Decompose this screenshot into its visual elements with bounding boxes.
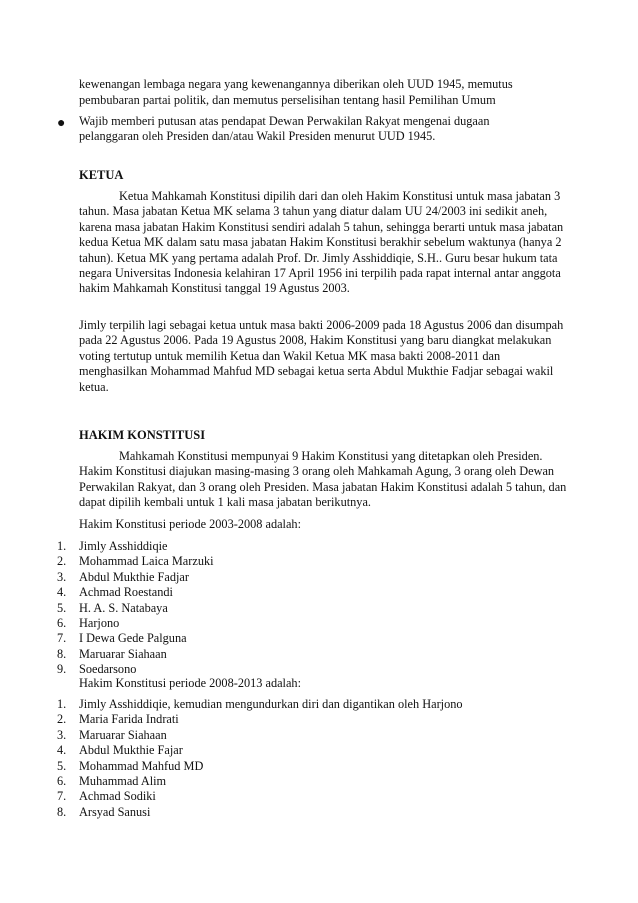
list-number: 4. — [57, 743, 67, 758]
list-item — [0, 647, 638, 662]
judge-name: Mohammad Laica Marzuki — [79, 554, 214, 569]
judge-name: Achmad Sodiki — [79, 789, 156, 804]
judge-name: Jimly Asshiddiqie — [79, 539, 168, 553]
judge-name: Arsyad Sanusi — [79, 804, 151, 819]
list-number: 3. — [57, 569, 67, 584]
bullet-dot-icon: ● — [57, 116, 66, 131]
list-item — [0, 743, 638, 758]
ketua-paragraph-1: Ketua Mahkamah Konstitusi dipilih dari dan oleh Hakim Konstitusi untuk masa jabatan 3 tahun. Masa jabatan Ketua MK selama 3 tahun yang diatur dalam UU 24/2003 ini sedikit aneh, karena masa jabatan Hakim Konstitusi sendiri adalah 5 tahun, sehingga berarti untuk masa jabatan kedua Ketua MK dalam satu masa jabatan Hakim Konstitusi berakhir sebelum waktunya (hanya 2 tahun). Ketua MK yang pertama adalah Prof. Dr. Jimly Asshiddiqie, S.H.. Guru besar hukum tata negara Universitas Indonesia kelahiran 17 April 1956 ini terpilih pada rapat internal antar anggota hakim Mahkamah Konstitusi tanggal 19 Agustus 2003. — [79, 189, 564, 296]
list-number: 2. — [57, 554, 67, 569]
ketua-paragraph-2: Jimly terpilih lagi sebagai ketua untuk masa bakti 2006-2009 pada 18 Agustus 2006 dan disumpah pada 22 Agustus 2006. Pada 19 Agustus 2008, Hakim Konstitusi yang baru diangkat melakukan voting tertutup untuk memilih Ketua dan Wakil Ketua MK masa bakti 2008-2011 dan menghasilkan Mohammad Mahfud MD sebagai ketua serta Abdul Mukthie Fadjar sebagai wakil ketua. — [79, 318, 564, 394]
list-number: 5. — [57, 758, 67, 773]
period-2008-2013-label: Hakim Konstitusi periode 2008-2013 adalah: — [79, 676, 301, 690]
judges-list-2008-2013 — [0, 697, 638, 820]
judge-name: I Dewa Gede Palguna — [79, 631, 187, 646]
list-item — [0, 616, 638, 631]
list-item — [0, 554, 638, 569]
list-item — [0, 585, 638, 600]
list-number: 8. — [57, 646, 67, 661]
list-number: 3. — [57, 727, 67, 742]
list-number: 4. — [57, 585, 67, 600]
list-item — [0, 805, 638, 820]
period-2003-2008-label: Hakim Konstitusi periode 2003-2008 adalah: — [79, 517, 301, 531]
judge-name: H. A. S. Natabaya — [79, 600, 168, 615]
list-number: 8. — [57, 804, 67, 819]
judge-name: Maruarar Siahaan — [79, 727, 167, 742]
section-heading-hakim: HAKIM KONSTITUSI — [79, 428, 206, 442]
list-number: 7. — [57, 631, 67, 646]
judge-name: Mohammad Mahfud MD — [79, 758, 204, 773]
list-item — [0, 697, 638, 712]
list-number: 1. — [57, 539, 67, 553]
judge-name: Harjono — [79, 615, 120, 630]
judge-name: Soedarsono — [79, 662, 137, 677]
list-item — [0, 712, 638, 727]
list-item — [0, 601, 638, 616]
list-number: 5. — [57, 600, 67, 615]
judge-name: Maruarar Siahaan — [79, 646, 167, 661]
list-item — [0, 774, 638, 789]
judge-name: Abdul Mukthie Fajar — [79, 743, 183, 758]
judge-name: Maria Farida Indrati — [79, 712, 179, 727]
judge-name: Abdul Mukthie Fadjar — [79, 569, 189, 584]
list-number: 7. — [57, 789, 67, 804]
list-item — [0, 570, 638, 585]
list-number: 6. — [57, 773, 67, 788]
list-item — [0, 539, 638, 554]
list-item — [0, 789, 638, 804]
judge-name: Muhammad Alim — [79, 773, 167, 788]
list-number: 6. — [57, 615, 67, 630]
list-item — [0, 759, 638, 774]
section-heading-ketua: KETUA — [79, 168, 124, 182]
intro-continuation-line-2: pembubaran partai politik, dan memutus perselisihan tentang hasil Pemilihan Umum — [79, 93, 496, 107]
judge-name: Achmad Roestandi — [79, 585, 173, 600]
judge-name: Jimly Asshiddiqie, kemudian mengundurkan diri dan digantikan oleh Harjono — [79, 697, 463, 711]
list-number: 2. — [57, 712, 67, 727]
list-item — [0, 631, 638, 646]
list-item — [0, 728, 638, 743]
bullet-text: Wajib memberi putusan atas pendapat Dewan Perwakilan Rakyat mengenai dugaan pelanggaran oleh Presiden dan/atau Wakil Presiden menurut UUD 1945. — [79, 114, 490, 144]
hakim-paragraph-1: Mahkamah Konstitusi mempunyai 9 Hakim Konstitusi yang ditetapkan oleh Presiden. Hakim Konstitusi diajukan masing-masing 3 orang oleh Mahkamah Agung, 3 orang oleh Dewan Perwakilan Rakyat, dan 3 orang oleh Presiden. Masa jabatan Hakim Konstitusi adalah 5 tahun, dan dapat dipilih kembali untuk 1 kali masa jabatan berikutnya. — [79, 449, 567, 510]
list-number: 9. — [57, 662, 67, 677]
list-number: 1. — [57, 697, 67, 711]
intro-continuation-line-1: kewenangan lembaga negara yang kewenangannya diberikan oleh UUD 1945, memutus — [79, 77, 513, 91]
judges-list-2003-2008 — [0, 539, 638, 678]
